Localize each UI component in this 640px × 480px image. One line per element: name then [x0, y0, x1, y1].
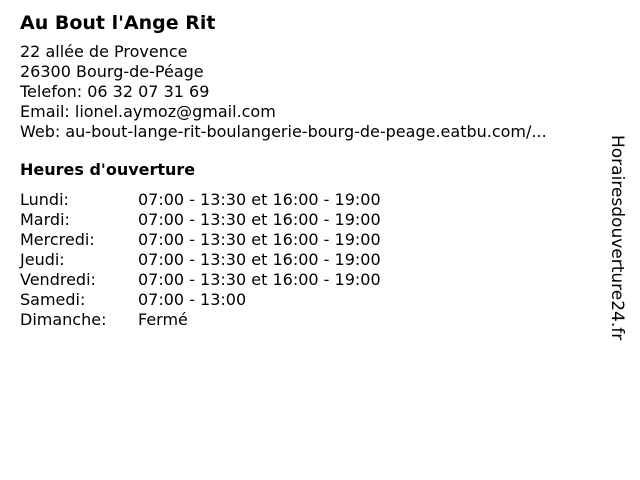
day-label: Mercredi: — [20, 230, 95, 249]
day-label: Lundi: — [20, 190, 69, 209]
day-hours: 07:00 - 13:30 et 16:00 - 19:00 — [138, 270, 381, 289]
business-name: Au Bout l'Ange Rit — [20, 12, 216, 34]
day-hours: 07:00 - 13:30 et 16:00 - 19:00 — [138, 230, 381, 249]
day-label: Mardi: — [20, 210, 70, 229]
email[interactable]: Email: lionel.aymoz@gmail.com — [20, 102, 276, 121]
day-label: Jeudi: — [20, 250, 65, 269]
hours-row-friday — [20, 270, 610, 290]
day-hours: Fermé — [138, 310, 188, 329]
business-card — [20, 10, 610, 330]
phone[interactable]: Telefon: 06 32 07 31 69 — [20, 82, 210, 101]
hours-row-tuesday — [20, 210, 610, 230]
hours-row-saturday — [20, 290, 610, 310]
day-label: Samedi: — [20, 290, 86, 309]
site-watermark: Horairesdouverture24.fr — [607, 135, 627, 341]
address-city: 26300 Bourg-de-Péage — [20, 62, 204, 81]
opening-hours-heading: Heures d'ouverture — [20, 160, 196, 179]
address-street: 22 allée de Provence — [20, 42, 188, 61]
day-label: Dimanche: — [20, 310, 107, 329]
hours-row-sunday — [20, 310, 610, 330]
day-hours: 07:00 - 13:30 et 16:00 - 19:00 — [138, 210, 381, 229]
day-hours: 07:00 - 13:30 et 16:00 - 19:00 — [138, 250, 381, 269]
day-hours: 07:00 - 13:00 — [138, 290, 247, 309]
day-hours: 07:00 - 13:30 et 16:00 - 19:00 — [138, 190, 381, 209]
hours-row-wednesday — [20, 230, 610, 250]
hours-row-monday — [20, 190, 610, 210]
website[interactable]: Web: au-bout-lange-rit-boulangerie-bourg-de-peage.eatbu.com/... — [20, 122, 547, 141]
hours-row-thursday — [20, 250, 610, 270]
day-label: Vendredi: — [20, 270, 96, 289]
